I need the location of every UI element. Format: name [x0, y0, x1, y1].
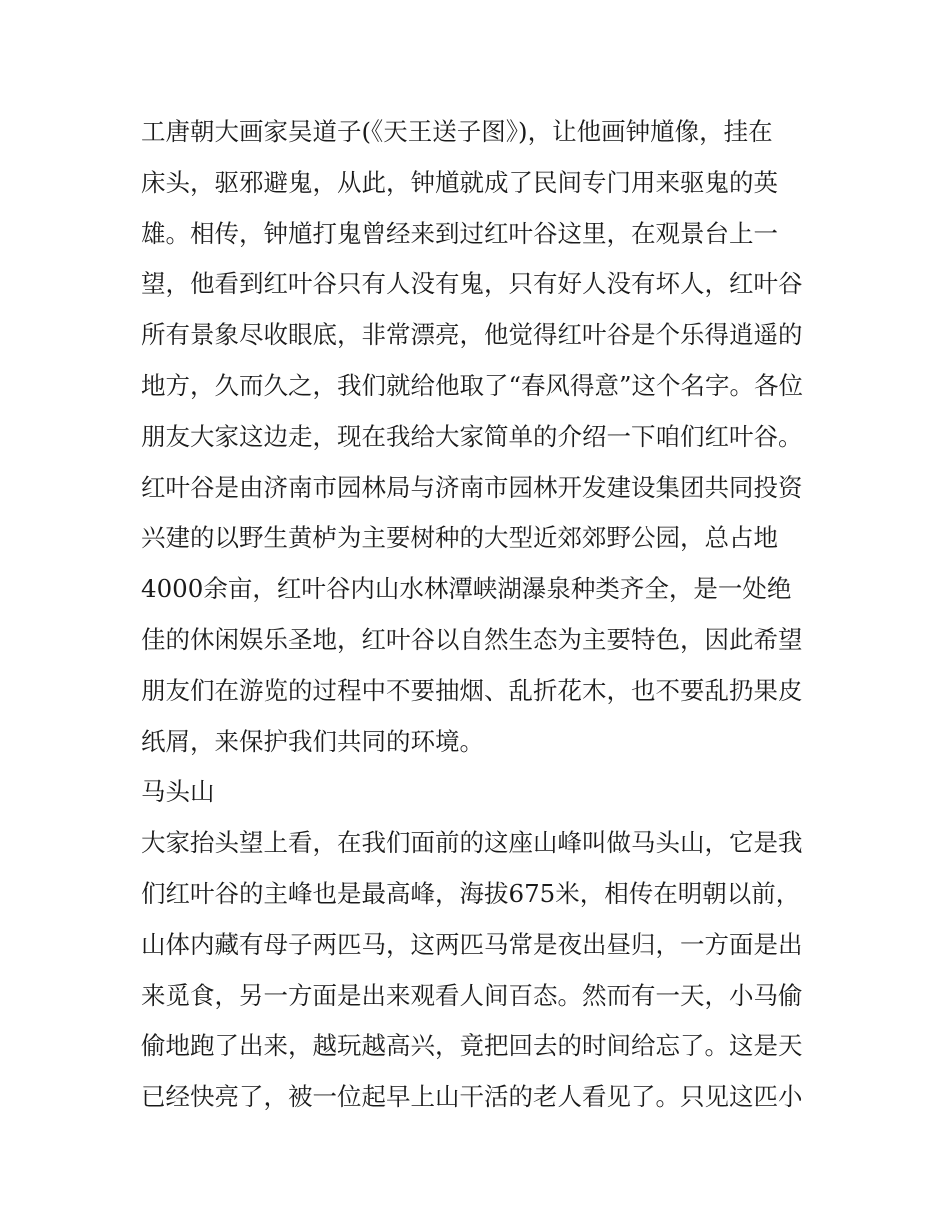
text-line: 朋友大家这边走，现在我给大家简单的介绍一下咱们红叶谷。: [141, 421, 803, 451]
text-line: 偷地跑了出来，越玩越高兴，竟把回去的时间给忘了。这是天: [141, 1031, 803, 1061]
text-line: 朋友们在游览的过程中不要抽烟、乱折花木，也不要乱扔果皮: [141, 675, 803, 705]
text-line: 山体内藏有母子两匹马，这两匹马常是夜出昼归，一方面是出: [141, 929, 803, 959]
text-line: 来觅食，另一方面是出来观看人间百态。然而有一天，小马偷: [141, 980, 803, 1010]
text-line: 所有景象尽收眼底，非常漂亮，他觉得红叶谷是个乐得逍遥的: [141, 320, 803, 350]
text-line: 床头，驱邪避鬼，从此，钟馗就成了民间专门用来驱鬼的英: [141, 167, 778, 197]
text-line: 们红叶谷的主峰也是最高峰，海拔675米，相传在明朝以前，: [141, 878, 801, 908]
text-line: 纸屑，来保护我们共同的环境。: [141, 726, 484, 756]
text-line: 望，他看到红叶谷只有人没有鬼，只有好人没有坏人，红叶谷: [141, 269, 803, 299]
text-line: 4000余亩，红叶谷内山水林潭峡湖瀑泉种类齐全，是一处绝: [141, 574, 792, 604]
text-line: 大家抬头望上看，在我们面前的这座山峰叫做马头山，它是我: [141, 828, 803, 858]
text-line: 兴建的以野生黄栌为主要树种的大型近郊郊野公园，总占地: [141, 523, 778, 553]
text-line: 工唐朝大画家吴道子(《天王送子图》)，让他画钟馗像，挂在: [141, 117, 773, 146]
text-line: 雄。相传，钟馗打鬼曾经来到过红叶谷这里，在观景台上一: [141, 218, 778, 248]
text-line: 已经快亮了，被一位起早上山干活的老人看见了。只见这匹小: [141, 1082, 803, 1112]
text-line: 地方，久而久之，我们就给他取了“春风得意”这个名字。各位: [141, 370, 804, 400]
body-text: [141, 107, 821, 1123]
section-heading: 马头山: [141, 777, 215, 807]
text-line: 红叶谷是由济南市园林局与济南市园林开发建设集团共同投资: [141, 472, 803, 502]
text-line: 佳的休闲娱乐圣地，红叶谷以自然生态为主要特色，因此希望: [141, 624, 803, 654]
